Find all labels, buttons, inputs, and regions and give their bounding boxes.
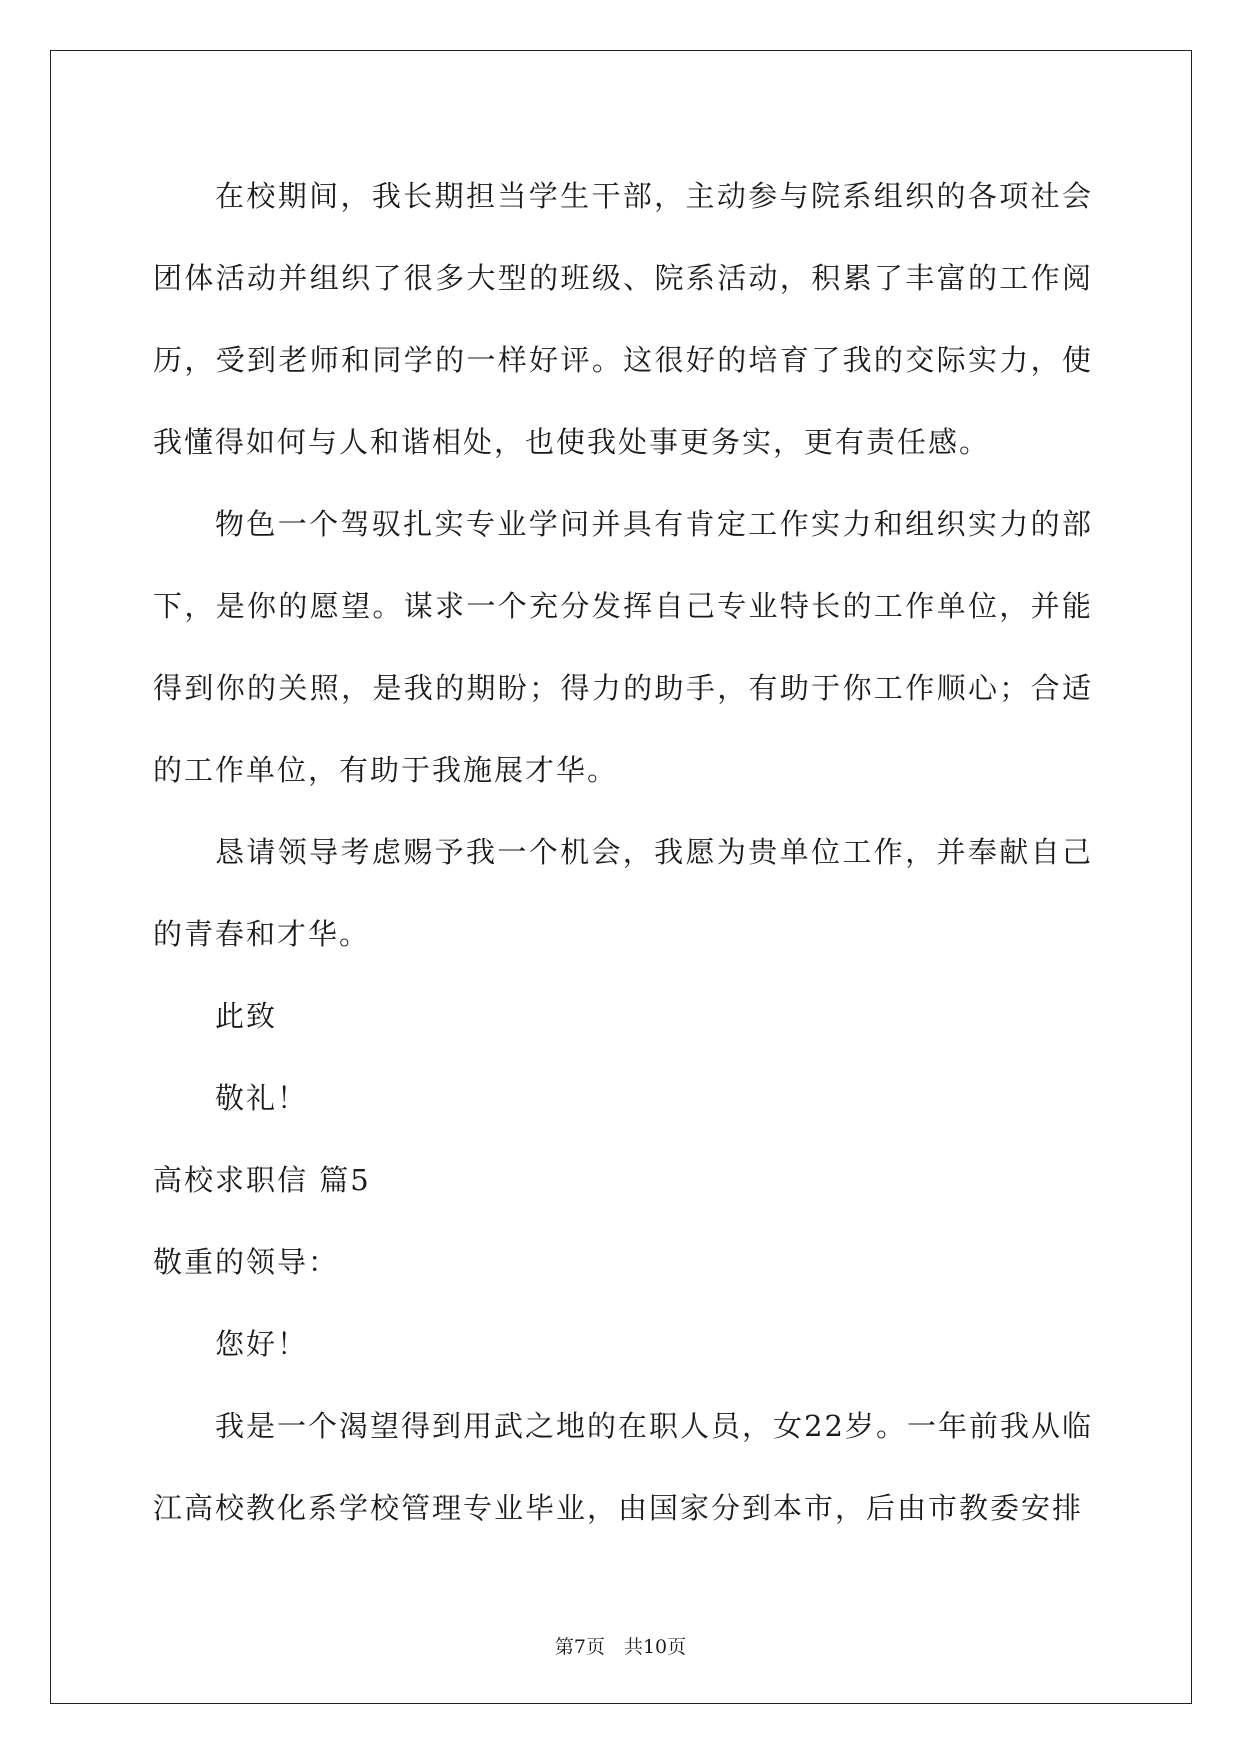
page-number-footer: 第7页 共10页 bbox=[554, 1636, 687, 1658]
letter-greeting: 敬重的领导： bbox=[153, 1245, 340, 1279]
closing-regards: 敬礼！ bbox=[215, 1081, 309, 1115]
paragraph-experience: 在校期间，我长期担当学生干部，主动参与院系组织的各项社会团体活动并组织了很多大型的班级、院系活动，积累了丰富的工作阅历，受到老师和同学的一样好评。这很好的培育了我的交际实力，使我懂得如何与人和谐相处，也使我处事更务实，更有责任感。 bbox=[153, 179, 1093, 459]
section-heading: 高校求职信 篇5 bbox=[153, 1163, 371, 1197]
closing-salutation: 此致 bbox=[215, 999, 278, 1033]
paragraph-introduction: 我是一个渴望得到用武之地的在职人员，女22岁。一年前我从临江高校教化系学校管理专业毕业，由国家分到本市，后由市教委安排 bbox=[153, 1409, 1093, 1525]
letter-hello: 您好！ bbox=[215, 1327, 309, 1361]
document-body bbox=[153, 155, 1093, 1549]
paragraph-request: 恳请领导考虑赐予我一个机会，我愿为贵单位工作，并奉献自己的青春和才华。 bbox=[153, 835, 1093, 951]
paragraph-aspiration: 物色一个驾驭扎实专业学问并具有肯定工作实力和组织实力的部下，是你的愿望。谋求一个充分发挥自己专业特长的工作单位，并能得到你的关照，是我的期盼；得力的助手，有助于你工作顺心；合适的工作单位，有助于我施展才华。 bbox=[153, 507, 1093, 787]
